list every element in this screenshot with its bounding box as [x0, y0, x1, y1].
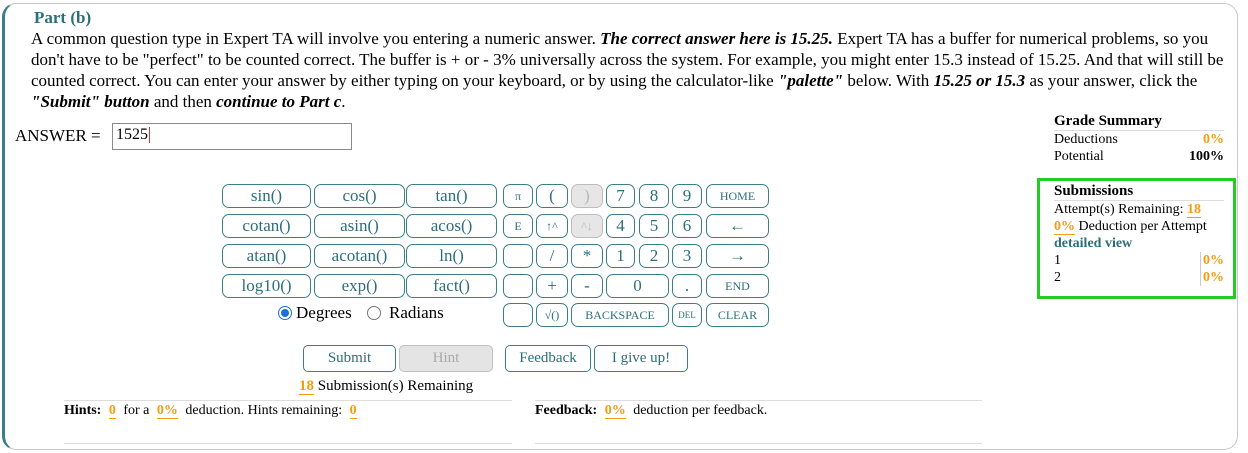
key-1[interactable]: 1 [606, 244, 635, 268]
attempt-deduction-label: Deduction per Attempt [1075, 219, 1207, 234]
key-0[interactable]: 0 [606, 274, 669, 298]
degrees-option[interactable] [278, 303, 352, 323]
key-9[interactable]: 9 [672, 184, 702, 208]
cotan-button[interactable]: cotan() [222, 214, 311, 238]
potential-label: Potential [1054, 149, 1104, 164]
exp-button[interactable]: exp() [314, 274, 405, 298]
question-text-segment: below. With [843, 71, 934, 90]
blank-key[interactable] [503, 303, 533, 327]
tan-button[interactable]: tan() [406, 184, 497, 208]
feedback-button[interactable]: Feedback [505, 345, 591, 372]
grade-summary [1054, 113, 1224, 165]
degrees-radio[interactable] [278, 306, 292, 320]
hints-remaining-count: 0 [349, 403, 357, 418]
backspace-button[interactable]: BACKSPACE [571, 303, 669, 327]
submission-number: 2 [1054, 270, 1061, 285]
deductions-label: Deductions [1054, 132, 1118, 147]
hints-info [64, 400, 512, 444]
radians-label: Radians [389, 303, 444, 322]
clear-button[interactable]: CLEAR [706, 303, 769, 327]
submissions-panel [1054, 183, 1224, 286]
acos-button[interactable]: acos() [406, 214, 497, 238]
deductions-row [1054, 131, 1224, 148]
end-button[interactable]: END [706, 274, 769, 298]
answer-input[interactable] [112, 123, 352, 150]
radians-radio[interactable] [367, 306, 381, 320]
ln-button[interactable]: ln() [406, 244, 497, 268]
detailed-view-link[interactable]: detailed view [1054, 236, 1133, 251]
log10-button[interactable]: log10() [222, 274, 311, 298]
submission-deduction: 0% [1200, 252, 1224, 269]
home-button[interactable]: HOME [706, 184, 769, 208]
hints-deduction-label: deduction. Hints remaining: [185, 403, 343, 418]
answer-emphasis: 15.25 or 15.3 [933, 71, 1026, 90]
attempts-value: 18 [1186, 202, 1201, 217]
question-text-segment: . [341, 92, 346, 111]
answer-label: ANSWER = [15, 126, 101, 145]
feedback-deduction-label: deduction per feedback. [633, 403, 768, 418]
cos-button[interactable]: cos() [314, 184, 405, 208]
e-button[interactable]: E [503, 214, 533, 238]
acotan-button[interactable]: acotan() [314, 244, 405, 268]
deductions-value: 0% [1203, 132, 1224, 147]
text-caret [149, 127, 150, 143]
submissions-remaining-label: Submission(s) Remaining [314, 378, 474, 394]
key-5[interactable]: 5 [639, 214, 669, 238]
fact-button[interactable]: fact() [406, 274, 497, 298]
answer-value: 1525 [116, 126, 148, 143]
key-8[interactable]: 8 [639, 184, 669, 208]
submissions-remaining [299, 378, 473, 395]
submit-emphasis: "Submit" button [31, 92, 150, 111]
give-up-button[interactable]: I give up! [594, 345, 688, 372]
divide-button[interactable]: / [536, 244, 568, 268]
feedback-label: Feedback: [535, 403, 598, 418]
attempts-remaining [1054, 201, 1224, 218]
radians-option[interactable] [367, 303, 444, 323]
superscript-up-button[interactable]: ↑^ [536, 214, 568, 238]
hints-label: Hints: [64, 403, 102, 418]
feedback-deduction-pct: 0% [604, 403, 626, 418]
submission-row [1054, 269, 1224, 286]
part-title: Part (b) [34, 8, 92, 27]
hint-button[interactable]: Hint [399, 345, 493, 372]
submissions-remaining-count: 18 [299, 378, 314, 394]
question-text-segment: Expert TA has a buffer for numerical problems, so you don't have to be "perfect" to be counted correct. The buffer is + or - 3% universally across the system. For example, you might enter 15.3 instead of 15.25. And that will still be counted correct. You can enter your answer by either typing on your keyboard, or by using the calculator-like [31, 29, 1224, 90]
minus-button[interactable]: - [571, 274, 603, 298]
correct-answer-text: The correct answer here is 15.25. [600, 29, 833, 48]
open-paren-button[interactable]: ( [536, 184, 568, 208]
blank-key[interactable] [503, 274, 533, 298]
pi-button[interactable]: π [503, 184, 533, 208]
sin-button[interactable]: sin() [222, 184, 311, 208]
attempt-deduction-pct: 0% [1054, 219, 1075, 234]
key-3[interactable]: 3 [672, 244, 702, 268]
submission-deduction: 0% [1200, 269, 1224, 286]
sqrt-button[interactable]: √() [536, 303, 568, 327]
atan-button[interactable]: atan() [222, 244, 311, 268]
superscript-down-button[interactable]: ^↓ [571, 214, 603, 238]
potential-row [1054, 148, 1224, 165]
grade-summary-title: Grade Summary [1054, 113, 1224, 131]
potential-value: 100% [1189, 149, 1224, 164]
question-text-segment: as your answer, click the [1025, 71, 1198, 90]
asin-button[interactable]: asin() [314, 214, 405, 238]
key-4[interactable]: 4 [606, 214, 635, 238]
hints-for-a: for a [123, 403, 150, 418]
blank-key[interactable] [503, 244, 533, 268]
submission-row [1054, 252, 1224, 269]
degrees-label: Degrees [296, 303, 352, 322]
attempts-label: Attempt(s) Remaining: [1054, 202, 1187, 217]
continue-emphasis: continue to Part c [216, 92, 342, 111]
decimal-point-button[interactable]: . [672, 274, 702, 298]
question-text-segment: and then [149, 92, 217, 111]
plus-button[interactable]: + [536, 274, 568, 298]
hint-deduction-pct: 0% [156, 403, 178, 418]
right-arrow-button[interactable]: → [706, 244, 769, 268]
question-text-segment: A common question type in Expert TA will involve you entering a numeric answer. [31, 29, 601, 48]
submissions-title: Submissions [1054, 183, 1224, 201]
submit-button[interactable]: Submit [303, 345, 396, 372]
hints-count: 0 [108, 403, 116, 418]
question-text [31, 28, 1241, 112]
delete-button[interactable]: DEL [672, 303, 702, 327]
key-2[interactable]: 2 [639, 244, 669, 268]
attempt-deduction [1054, 218, 1224, 235]
palette-emphasis: "palette" [777, 71, 844, 90]
key-7[interactable]: 7 [606, 184, 635, 208]
left-arrow-button[interactable]: ← [706, 214, 769, 238]
multiply-button[interactable]: * [571, 244, 603, 268]
close-paren-button[interactable]: ) [571, 184, 603, 208]
feedback-info [535, 400, 982, 444]
submission-number: 1 [1054, 253, 1061, 268]
key-6[interactable]: 6 [672, 214, 702, 238]
